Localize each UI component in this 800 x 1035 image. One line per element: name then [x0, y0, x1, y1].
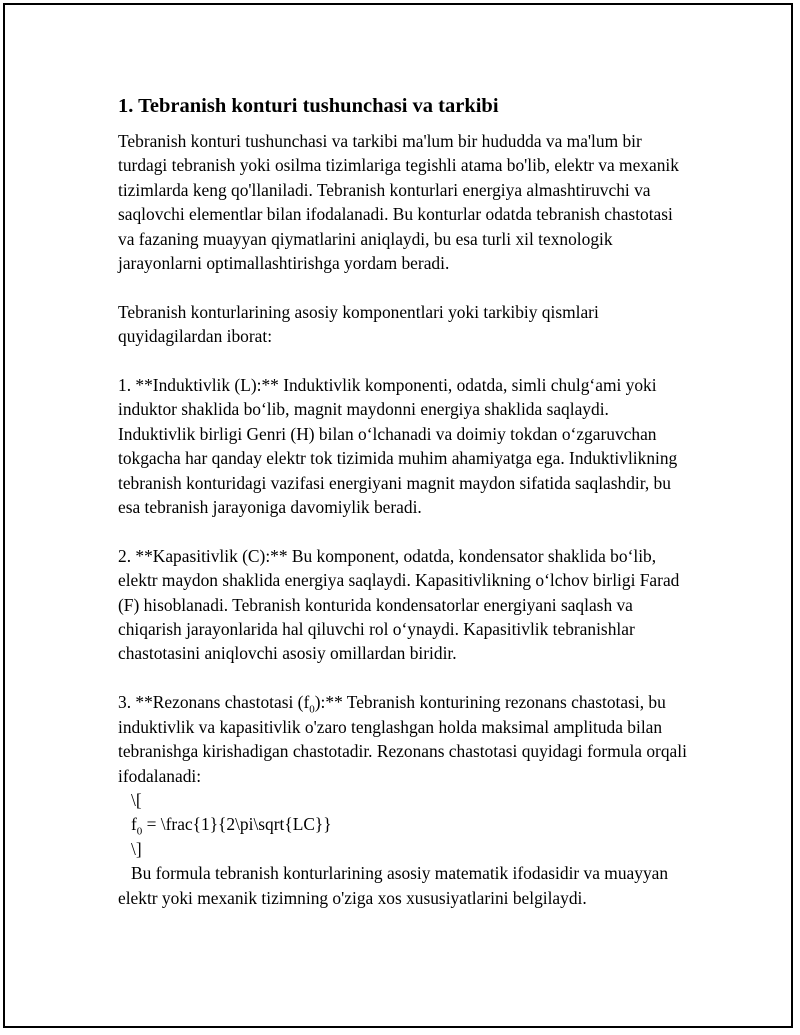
resonance-item — [118, 690, 688, 788]
formula-body — [118, 812, 688, 836]
inductance-item: 1. **Induktivlik (L):** Induktivlik komponenti, odatda, simli chulg‘ami yoki induktor shaklida bo‘lib, magnit maydonni energiya shaklida saqlaydi. Induktivlik birligi Genri (H) bilan o‘lchanadi va doimiy tokdan o‘zgaruvchan tokgacha har qanday elektr tok tizimida muhim ahamiyatga ega. Induktivlikning tebranish konturidagi vazifasi energiyani magnit maydon sifatida saqlashdir, bu esa tebranish jarayoniga davomiylik beradi. — [118, 375, 678, 518]
formula-block — [118, 788, 688, 861]
formula-open: \[ — [131, 789, 142, 810]
closing-paragraph — [118, 861, 688, 910]
resonance-subscript: 0 — [309, 703, 315, 716]
components-intro-paragraph: Tebranish konturlarining asosiy komponentlari yoki tarkibiy qismlari quyidagilardan iborat: — [118, 301, 599, 347]
formula-subscript: 0 — [136, 825, 143, 838]
intro-paragraph: Tebranish konturi tushunchasi va tarkibi ma'lum bir hududda va ma'lum bir turdagi tebranish yoki osilma tizimlariga tegishli atama bo'lib, elektr va mexanik tizimlarda keng qo'llaniladi. Tebranish konturlari energiya almashtiruvchi va saqlovchi elementlar bilan ifodalanadi. Bu konturlar odatda tebranish chastotasi va fazaning muayyan qiymatlarini aniqlaydi, bu esa turli xil texnologik jarayonlarni optimallashtirishga yordam beradi. — [118, 131, 679, 274]
section-heading: 1. Tebranish konturi tushunchasi va tarkibi — [118, 95, 499, 117]
formula-lhs: f — [131, 814, 137, 835]
resonance-item-rest: ):** Tebranish konturining rezonans chastotasi, bu induktivlik va kapasitivlik o'zaro tenglashgan holda maksimal amplituda bilan tebranishga kirishadigan chastotadir. Rezonans chastotasi quyidagi formula orqali ifodalanadi: — [118, 692, 687, 786]
capacitance-item: 2. **Kapasitivlik (C):** Bu komponent, odatda, kondensator shaklida bo‘lib, elektr maydon shaklida energiya saqlaydi. Kapasitivlikning o‘lchov birligi Farad (F) hisoblanadi. Tebranish konturida kondensatorlar energiyani saqlash va chiqarish jarayonlarida hal qiluvchi rol o‘ynaydi. Kapasitivlik tebranishlar chastotasini aniqlovchi asosiy omillardan biridir. — [118, 545, 680, 664]
resonance-item-prefix: 3. **Rezonans chastotasi (f — [118, 692, 310, 713]
document-body — [118, 93, 688, 934]
formula-close: \] — [131, 838, 142, 859]
closing-text: Bu formula tebranish konturlarining asosiy matematik ifodasidir va muayyan elektr yoki mexanik tizimning o'ziga xos xususiyatlarini belgilaydi. — [118, 863, 669, 908]
formula-rhs: = \frac{1}{2\pi\sqrt{LC}} — [142, 814, 332, 835]
